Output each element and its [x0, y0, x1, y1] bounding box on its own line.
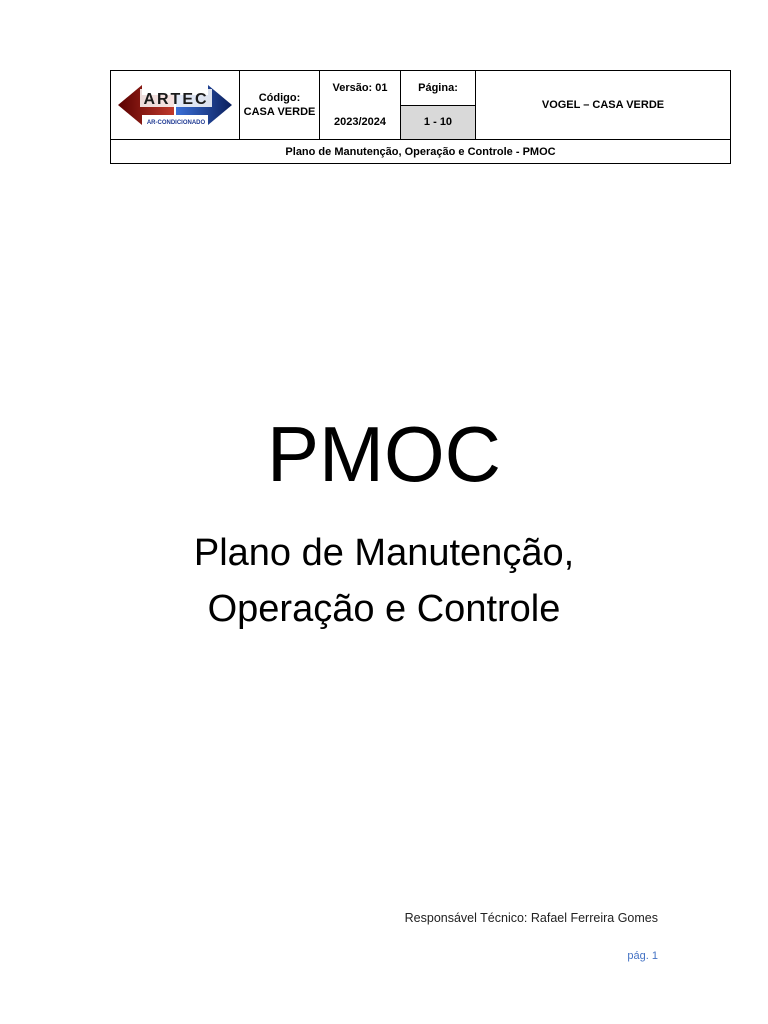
version-label: Versão: 01 [332, 82, 388, 94]
client-name: VOGEL – CASA VERDE [476, 71, 731, 140]
code-cell [240, 71, 320, 140]
version-cell [320, 71, 401, 140]
cover-subtitle-line-2: Operação e Controle [207, 588, 561, 630]
responsible-technician: Responsável Técnico: Rafael Ferreira Gomes [404, 911, 658, 925]
code-value: CASA VERDE [243, 106, 316, 118]
company-logo-cell [111, 71, 240, 140]
svg-text:ARTEC: ARTEC [143, 91, 209, 108]
page-number: pág. 1 [627, 950, 658, 962]
document-title-bar: Plano de Manutenção, Operação e Controle - PMOC [111, 140, 731, 164]
svg-text:AR-CONDICIONADO: AR-CONDICIONADO [146, 120, 206, 126]
cover-subtitle-line-1: Plano de Manutenção, [193, 532, 575, 574]
page-range: 1 - 10 [401, 106, 475, 140]
page-label: Página: [401, 71, 475, 106]
page-cell [401, 71, 476, 140]
cover-title: PMOC [267, 410, 501, 498]
cover-subtitle [0, 525, 768, 637]
artec-logo [116, 75, 234, 135]
version-year: 2023/2024 [334, 116, 386, 128]
document-header-table [110, 70, 731, 164]
code-label: Código: [258, 92, 301, 104]
